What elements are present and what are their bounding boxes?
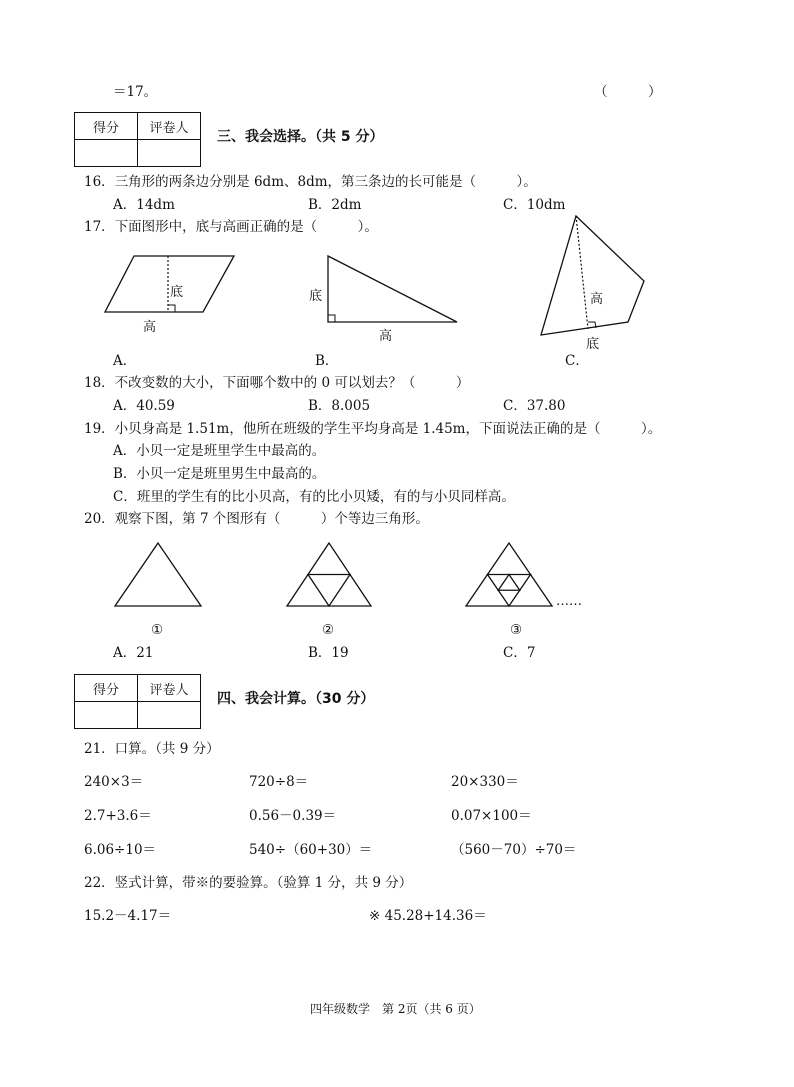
grader-header: 评卷人	[138, 113, 201, 140]
q20-figure-1-label: ①	[151, 622, 164, 638]
q21-item: 540÷（60+30）＝	[249, 842, 373, 858]
q19-option-c: C．班里的学生有的比小贝高，有的比小贝矮，有的与小贝同样高。	[113, 489, 515, 505]
fig-b-di-label: 底	[309, 289, 323, 304]
q16-option-b: B．2dm	[308, 197, 362, 213]
q21-item: 0.56－0.39＝	[249, 808, 337, 824]
q21-item: 240×3＝	[84, 774, 144, 790]
q19-option-a: A．小贝一定是班里学生中最高的。	[113, 443, 326, 459]
fig-a-di-label: 底	[170, 285, 184, 300]
q17-option-c: C．	[565, 353, 589, 369]
question-16: 16．三角形的两条边分别是 6dm、8dm，第三条边的长可能是（ ）。	[84, 174, 537, 190]
score-header: 得分	[75, 675, 138, 702]
grader-cell[interactable]	[138, 702, 201, 729]
q16-option-a: A．14dm	[113, 197, 175, 213]
q22-item-2: ※ 45.28+14.36＝	[369, 908, 487, 924]
fig-c-di-label: 底	[586, 337, 600, 352]
section-3-title: 三、我会选择。（共 5 分）	[217, 129, 384, 145]
grader-header: 评卷人	[138, 675, 201, 702]
q21-item: 720÷8＝	[249, 774, 309, 790]
q20-option-a: A．21	[113, 645, 154, 661]
question-17: 17．下面图形中，底与高画正确的是（ ）。	[84, 219, 378, 235]
score-cell[interactable]	[75, 702, 138, 729]
fig-c-gao-label: 高	[590, 292, 604, 307]
question-21: 21．口算。（共 9 分）	[84, 741, 220, 757]
q20-figure-3-label: ③	[510, 622, 523, 638]
q17-figure-b-triangle	[309, 256, 457, 344]
q21-item: 20×330＝	[451, 774, 519, 790]
q21-item: 0.07×100＝	[451, 808, 532, 824]
q20-option-c: C．7	[503, 645, 536, 661]
q17-figure-c-quadrilateral	[541, 216, 644, 352]
q21-item: 2.7+3.6＝	[84, 808, 152, 824]
question-19: 19．小贝身高是 1.51m，他所在班级的学生平均身高是 1.45m，下面说法正确的是（ ）。	[84, 421, 662, 437]
q18-option-b: B．8.005	[308, 398, 371, 414]
q22-item-1: 15.2－4.17＝	[84, 908, 172, 924]
answer-paren: （ ）	[594, 84, 662, 100]
q18-option-c: C．37.80	[503, 398, 566, 414]
q20-figure-2-label: ②	[322, 622, 335, 638]
page-footer: 四年级数学 第 2页（共 6 页）	[310, 1002, 481, 1016]
question-18: 18．不改变数的大小，下面哪个数中的 0 可以划去？（ ）	[84, 375, 470, 391]
q20-figure-3	[466, 543, 552, 606]
q20-figure-1	[115, 543, 201, 606]
score-header: 得分	[75, 113, 138, 140]
question-22: 22．竖式计算，带※的要验算。（验算 1 分，共 9 分）	[84, 875, 413, 891]
section-4-title: 四、我会计算。（30 分）	[217, 691, 375, 707]
q21-item: 6.06÷10＝	[84, 842, 157, 858]
q20-figure-2	[287, 543, 371, 606]
score-table	[74, 674, 201, 729]
fig-b-gao-label: 高	[379, 329, 393, 344]
question-20: 20．观察下图，第 7 个图形有（ ）个等边三角形。	[84, 511, 429, 527]
q16-option-c: C．10dm	[503, 197, 566, 213]
q20-option-b: B．19	[308, 645, 349, 661]
q20-ellipsis: ……	[556, 594, 582, 609]
q18-option-a: A．40.59	[113, 398, 175, 414]
q17-option-b: B．	[315, 353, 339, 369]
q21-item: （560－70）÷70＝	[451, 842, 577, 858]
continued-question-tail: ＝17。	[113, 84, 158, 100]
q17-figure-a-parallelogram	[105, 256, 234, 335]
q19-option-b: B．小贝一定是班里男生中最高的。	[113, 466, 326, 482]
fig-a-gao-label: 高	[143, 320, 157, 335]
q17-option-a: A．	[113, 353, 137, 369]
